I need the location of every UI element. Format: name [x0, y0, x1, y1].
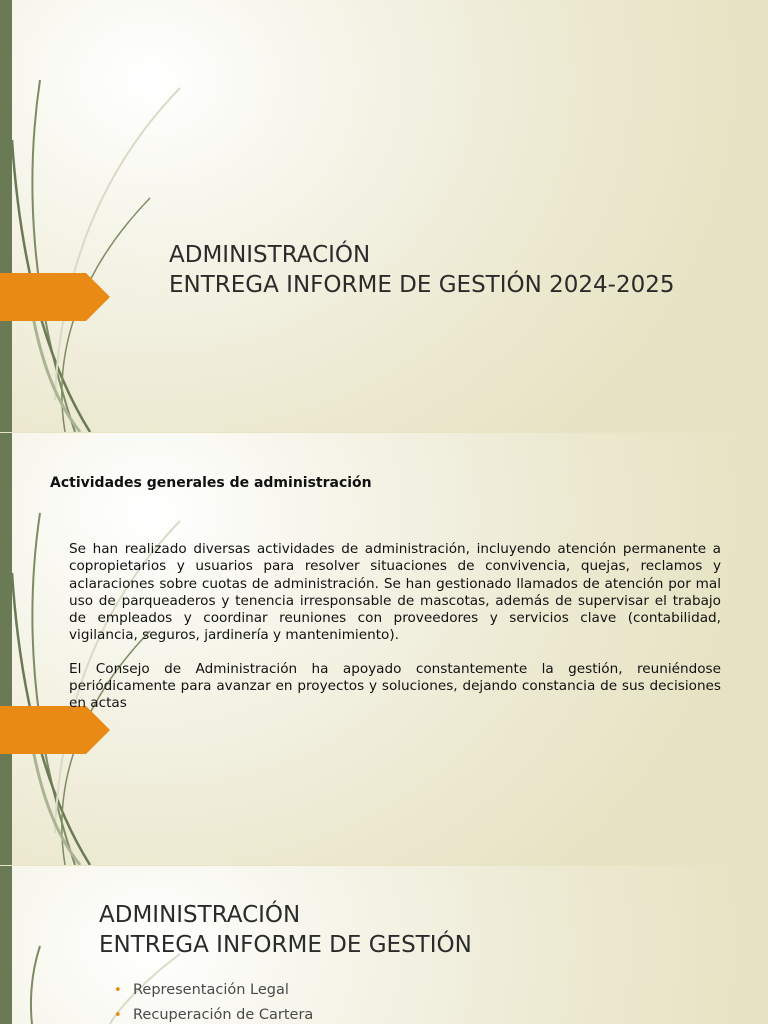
- bullet-icon: •: [114, 1008, 122, 1023]
- title-line-1: ADMINISTRACIÓN: [99, 902, 301, 928]
- slide-title-text: [169, 240, 674, 300]
- title-line-1: ADMINISTRACIÓN: [169, 242, 371, 268]
- paragraph: El Consejo de Administración ha apoyado constantemente la gestión, reuniéndose periódicamente para avanzar en proyectos y soluciones, dejando constancia de sus decisiones en actas: [69, 660, 721, 712]
- slide-summary: [0, 866, 768, 1024]
- title-line-2: ENTREGA INFORME DE GESTIÓN: [99, 932, 472, 958]
- slide-title-text: [99, 900, 472, 960]
- section-subheading: Actividades generales de administración: [50, 475, 372, 491]
- bullet-icon: •: [114, 983, 122, 998]
- list-item: • Recuperación de Cartera: [114, 1003, 313, 1024]
- slide-title: [0, 0, 768, 432]
- decorative-vines: [0, 0, 200, 432]
- body-text: [69, 541, 721, 729]
- title-line-2: ENTREGA INFORME DE GESTIÓN 2024-2025: [169, 272, 675, 298]
- bullet-list: [114, 978, 313, 1024]
- slide-activities: [0, 433, 768, 865]
- list-item: • Representación Legal: [114, 978, 313, 1003]
- paragraph: Se han realizado diversas actividades de administración, incluyendo atención permanente a copropietarios y usuarios para resolver situaciones de convivencia, quejas, reclamos y aclaraciones sobre cuotas de administración. Se han gestionado llamados de atención por mal uso de parqueaderos y tenencia irresponsable de mascotas, además de supervisar el trabajo de empleados y coordinar reuniones con proveedores y servicios clave (contabilidad, vigilancia, seguros, jardinería y mantenimiento).: [69, 541, 721, 644]
